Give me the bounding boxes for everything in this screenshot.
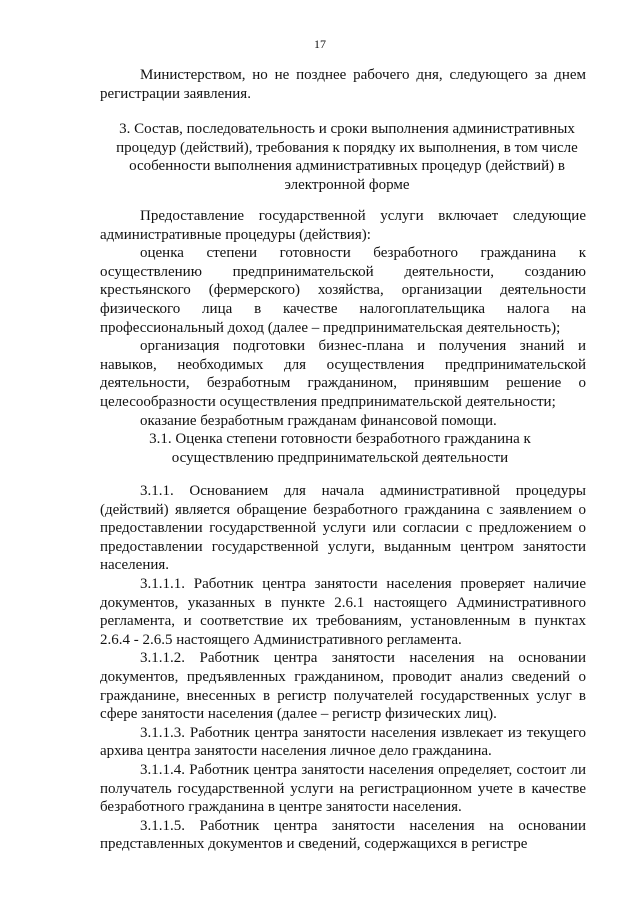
body-paragraph: 3.1.1.1. Работник центра занятости населения проверяет наличие документов, указанных в пункте 2.6.1 настоящего Административного регламента, и соответствие их требованиям, установленным в пунктах 2.6.4 - 2.6.5 настоящего Административного регламента.	[100, 575, 586, 648]
intro-block	[100, 207, 586, 430]
intro-lead: Предоставление государственной услуги включает следующие административные процедуры (действия):	[100, 208, 586, 243]
continuation-block	[100, 66, 586, 103]
procedure-item: оценка степени готовности безработного гражданина к осуществлению предпринимательской деятельности, созданию крестьянского (фермерского) хозяйства, организации деятельности физического лица в качестве налогоплательщика налога на профессиональный доход (далее – предпринимательская деятельность);	[100, 245, 586, 336]
procedure-item: организация подготовки бизнес-плана и получения знаний и навыков, необходимых для осуществления предпринимательской деятельности, безработным гражданином, принявшим решение о целесообразности осуществления предпринимательской деятельности;	[100, 338, 586, 410]
continuation-paragraph: Министерством, но не позднее рабочего дня, следующего за днем регистрации заявления.	[100, 67, 586, 102]
body-paragraph: 3.1.1.4. Работник центра занятости населения определяет, состоит ли получатель государственной услуги на регистрационном учете в качестве безработного гражданина в центре занятости населения.	[100, 761, 586, 816]
body-paragraph: 3.1.1.3. Работник центра занятости населения извлекает из текущего архива центра занятости населения личное дело гражданина.	[100, 724, 586, 760]
body-paragraph: 3.1.1.2. Работник центра занятости населения на основании документов, предъявленных гражданином, проводит анализ сведений о гражданине, внесенных в регистр получателей государственных услуг в сфере занятости населения (далее – регистр физических лиц).	[100, 650, 586, 723]
procedure-item: оказание безработным гражданам финансовой помощи.	[140, 412, 497, 429]
page-number: 17	[314, 37, 326, 51]
body-paragraph: 3.1.1.5. Работник центра занятости населения на основании представленных документов и сведений, содержащихся в регистре	[100, 817, 586, 853]
subsection-heading: 3.1. Оценка степени готовности безработного гражданина к осуществлению предпринимательской деятельности	[149, 431, 531, 466]
section-heading-block	[112, 120, 582, 194]
procedure-body	[100, 482, 586, 854]
subsection-heading-block	[140, 430, 540, 467]
body-paragraph: 3.1.1. Основанием для начала административной процедуры (действий) является обращение безработного гражданина с заявлением о предоставлении государственной услуги или согласии с предложением о предоставлении государственной услуги, выданным центром занятости населения.	[100, 483, 586, 574]
section-heading: 3. Состав, последовательность и сроки выполнения административных процедур (действий), требования к порядку их выполнения, в том числе особенности выполнения административных процедур (действий) в электронной форме	[116, 121, 578, 193]
